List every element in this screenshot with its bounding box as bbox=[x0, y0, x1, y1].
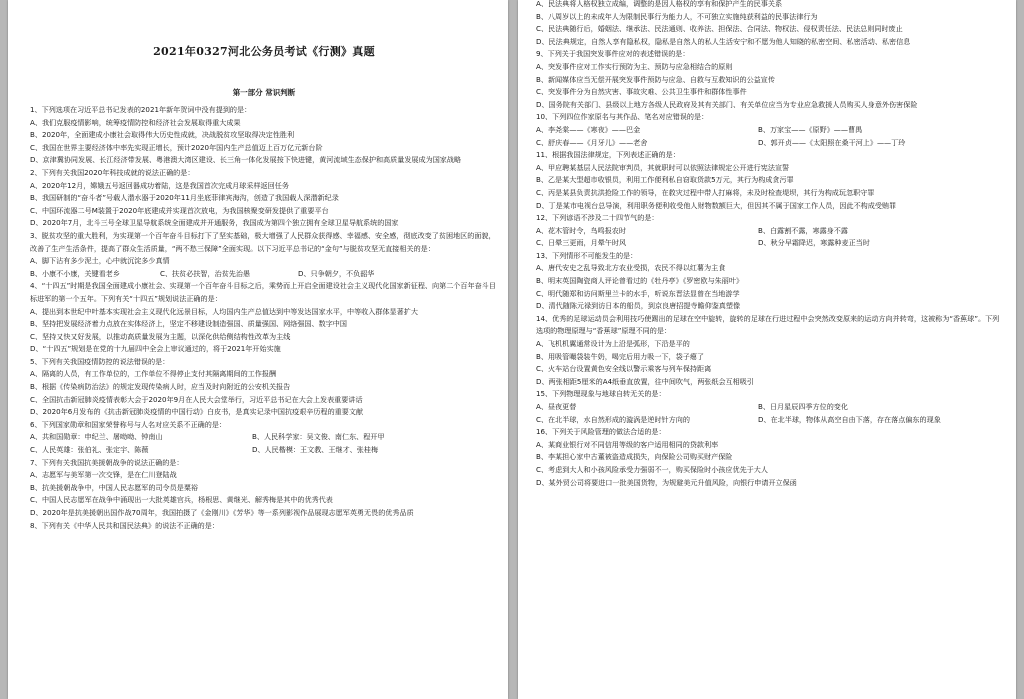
option: A、花木管时令，鸟鸣报农时 bbox=[536, 225, 626, 235]
text-line: D、某外贸公司将要进口一批美国货物，为规避美元升值风险，向银行申请开立保函 bbox=[536, 477, 797, 487]
section-heading: 第一部分 常识判断 bbox=[232, 88, 296, 97]
option: B、白露割不露，寒露身不露 bbox=[758, 225, 848, 235]
option: D、秋分早霜降迟，寒露种麦正当时 bbox=[758, 238, 870, 248]
text-line: A、提出到本世纪中叶基本实现社会主义现代化远景目标，人均国内生产总值达到中等发达国家水平，中等收入群体显著扩大 bbox=[30, 306, 418, 316]
option: B、万家宝——《原野》——曹禺 bbox=[758, 124, 863, 134]
text-line: B、明末英国陶瓷商人评论曾看过的《牡丹亭》《罗密欧与朱丽叶》 bbox=[536, 276, 744, 286]
text-line: C、火车站台设置黄色安全线以警示乘客与列车保持距离 bbox=[536, 364, 712, 374]
option: C、人民英雄：张伯礼、张定宇、陈薇 bbox=[30, 445, 149, 455]
text-line: D、2020年是抗美援朝出国作战70周年，我国拍摄了《金刚川》《芳华》等一系列影视作品展现志愿军英勇无畏的优秀品质 bbox=[30, 508, 414, 517]
text-line: 14、优秀的足球运动员会利用技巧使踢出的足球在空中旋转，旋转的足球在行进过程中会突然改变原来的运动方向并转弯，这被称为“香蕉球”。下列选项的物理原理与“香蕉球”原理不同的是： bbox=[536, 313, 1000, 336]
text-line: D、2020年7月，北斗三号全球卫星导航系统全面建成并开通服务，我国成为第四个独立拥有全球卫星导航系统的国家 bbox=[30, 218, 399, 228]
option: A、共和国勋章：申纪兰、屠呦呦、钟南山 bbox=[30, 432, 163, 442]
text-line: 2、下列有关我国2020年科技成就的说法正确的是： bbox=[30, 167, 195, 177]
text-line: B、八周岁以上的未成年人为限制民事行为能力人，不可独立实施纯获利益的民事法律行为 bbox=[536, 11, 818, 21]
text-line: C、中国环流器二号M装置于2020年底建成并实现首次放电，为我国核聚变研发提供了重要平台 bbox=[30, 205, 329, 215]
options-row bbox=[536, 225, 1002, 238]
text-line: D、“十四五”规划是在党的十九届四中全会上审议通过的，将于2021年开始实施 bbox=[30, 344, 281, 354]
text-line: 16、下列关于风险管理的做法合适的是： bbox=[536, 427, 666, 437]
option: B、人民科学家：吴文俊、南仁东、程开甲 bbox=[252, 432, 385, 442]
text-line: C、考虑到大人和小孩风险承受力强弱不一，购买保险时小孩应优先于大人 bbox=[536, 464, 768, 474]
text-line: 1、下列选项在习近平总书记发表的2021年新年贺词中没有提到的是： bbox=[30, 105, 252, 114]
text-line: B、根据《传染病防治法》的规定发现传染病人时，应当及时向附近的公安机关报告 bbox=[30, 382, 291, 392]
options-row bbox=[30, 444, 498, 457]
text-line: 12、下列谚语不涉及二十四节气的是： bbox=[536, 213, 659, 223]
text-line: C、坚持又快又好发展，以推动高质量发展为主题，以深化供给侧结构性改革为主线 bbox=[30, 331, 291, 341]
text-line: C、丙是某县负责抗洪抢险工作的领导，在救灾过程中带人打麻将，未及时检查堤坝，其行为构成玩忽职守罪 bbox=[536, 187, 875, 197]
options-row bbox=[536, 124, 1002, 137]
text-line: B、李某担心家中古董被盗造成损失，向保险公司购买财产保险 bbox=[536, 452, 733, 462]
text-line: B、抗美援朝战争中，中国人民志愿军的司令员是粟裕 bbox=[30, 482, 199, 492]
text-line: 8、下列有关《中华人民共和国民法典》的说法不正确的是： bbox=[30, 520, 219, 530]
options-row bbox=[536, 137, 1002, 150]
text-line: C、明代随郑和访问斯里兰卡的水手，听说东晋法显曾在当地游学 bbox=[536, 288, 740, 298]
text-line: 9、下列关于我国突发事件应对的表述错误的是： bbox=[536, 49, 690, 59]
text-line: 5、下列有关我国疫情防控的说法错误的是： bbox=[30, 356, 170, 366]
option: C、舒庆春——《月牙儿》——老舍 bbox=[536, 137, 648, 147]
text-line: 7、下列有关我国抗美援朝战争的说法正确的是： bbox=[30, 457, 184, 467]
text-line: C、我国在世界主要经济体中率先实现正增长，预计2020年国内生产总值迈上百万亿元新台阶 bbox=[30, 142, 323, 152]
option: C、扶贫必扶智，治贫先治愚 bbox=[160, 268, 251, 278]
text-line: B、新闻媒体应当无偿开展突发事件预防与应急、自救与互救知识的公益宣传 bbox=[536, 74, 775, 84]
option: B、日月星辰四季方位的变化 bbox=[758, 402, 848, 411]
text-line: B、乙是某大型超市收银员，利用工作便利私自窃取货款5万元，其行为构成贪污罪 bbox=[536, 175, 794, 185]
text-line: D、丁是某市电视台总导演，利用职务便利收受他人财物数额巨大，但因其不属于国家工作人员，因此不构成受贿罪 bbox=[536, 200, 897, 210]
text-line: A、民法典将人格权独立成编，调整的是因人格权的享有和保护产生的民事关系 bbox=[536, 0, 783, 8]
option: D、郭开贞——《太阳照在桑干河上》——丁玲 bbox=[758, 137, 906, 147]
text-line: B、用吸管嘬袋装牛奶，喝完后用力吸一下，袋子瘪了 bbox=[536, 351, 705, 361]
text-line: B、坚持把发展经济着力点放在实体经济上，坚定不移建设制造强国、质量强国、网络强国、数字中国 bbox=[30, 319, 347, 329]
document-page-left bbox=[8, 0, 508, 699]
text-line: C、民法典随行后，婚姻法、继承法、民法通则、收养法、担保法、合同法、物权法、侵权责任法、民法总则同时废止 bbox=[536, 24, 903, 34]
text-line: A、志愿军与美军第一次交锋，是在仁川登陆战 bbox=[30, 470, 177, 480]
options-row bbox=[30, 268, 498, 281]
text-line: A、某商业银行对不同信用等级的客户适用相同的贷款利率 bbox=[536, 439, 719, 449]
text-line: A、唐代安史之乱导致北方农业受损，农民不得以红薯为主食 bbox=[536, 263, 726, 273]
text-line: A、脚下沾有多少泥土，心中就沉淀多少真情 bbox=[30, 256, 170, 266]
option: D、人民楷模：王文教、王继才、张桂梅 bbox=[252, 445, 379, 455]
text-line: 11、根据我国法律规定，下列表述正确的是： bbox=[536, 150, 680, 160]
text-line: B、我国研制的“奋斗者”号载人潜水器于2020年11月坐底菲律宾海沟，创造了我国载人深潜新纪录 bbox=[30, 193, 339, 203]
text-line: 10、下列四位作家原名与其作品、笔名对应错误的是： bbox=[536, 112, 709, 122]
text-line: A、隔离的人员，有工作单位的，工作单位不得停止支付其隔离期间的工作报酬 bbox=[30, 369, 277, 379]
text-line: C、突发事件分为自然灾害、事故灾难、公共卫生事件和群体性事件 bbox=[536, 87, 747, 97]
document-page-right bbox=[518, 0, 1016, 699]
exam-title: 2021年0327河北公务员考试《行测》真题 bbox=[153, 45, 375, 58]
text-line: D、民法典规定，自然人享有隐私权，隐私是自然人的私人生活安宁和不愿为他人知晓的私密空间、私密活动、私密信息 bbox=[536, 36, 911, 46]
text-line: D、两张相距5厘米的A4纸垂直放置，往中间吹气，两张纸会互相吸引 bbox=[536, 376, 754, 386]
text-line: 6、下列国家勋章和国家荣誉称号与人名对应关系不正确的是： bbox=[30, 419, 227, 429]
text-line: A、甲应聘某基层人民法院审判员，其就职时可以依照法律规定公开进行宪法宣誓 bbox=[536, 162, 790, 172]
options-row bbox=[536, 401, 1002, 414]
option: C、日晕三更雨，月晕午时风 bbox=[536, 238, 627, 248]
option: A、李尧棠——《寒夜》——巴金 bbox=[536, 124, 641, 134]
text-line: B、2020年，全面建成小康社会取得伟大历史性成就，决战脱贫攻坚取得决定性胜利 bbox=[30, 130, 295, 140]
text-line: D、京津冀协同发展、长江经济带发展、粤港澳大湾区建设、长三角一体化发展按下快进键，黄河流域生态保护和高质量发展成为国家战略 bbox=[30, 155, 462, 165]
options-row bbox=[536, 237, 1002, 250]
option: B、小康不小康，关键看老乡 bbox=[30, 268, 120, 278]
text-line: A、2020年12月，嫦娥五号返回器成功着陆，这是我国首次完成月球采样返回任务 bbox=[30, 180, 289, 190]
option: A、昼夜更替 bbox=[536, 402, 577, 411]
text-line: D、清代随陈元禄到访日本的船员，到京良唐招提寺瞻仰鉴真塑像 bbox=[536, 301, 741, 311]
text-line: A、我们克服疫情影响，统筹疫情防控和经济社会发展取得重大成果 bbox=[30, 117, 241, 127]
text-line: D、国务院有关部门、县级以上地方各级人民政府及其有关部门、有关单位应当为专业应急救援人员购买人身意外伤害保险 bbox=[536, 99, 918, 109]
options-row bbox=[536, 414, 1002, 427]
text-line: A、突发事件应对工作实行预防为主、预防与应急相结合的原则 bbox=[536, 61, 733, 71]
text-line: A、飞机机翼通常设计为上沿是弧形，下沿是平的 bbox=[536, 339, 690, 349]
text-line: C、中国人民志愿军在战争中涌现出一大批英雄官兵，杨根思、黄继光、解秀梅是其中的优秀代表 bbox=[30, 495, 333, 505]
option: D、在北半球，物体从高空自由下落，存在落点偏东的现象 bbox=[758, 414, 941, 424]
option: D、只争朝夕，不负韶华 bbox=[298, 268, 375, 278]
text-line: 4、“十四五”时期是我国全面建成小康社会、实现第一个百年奋斗目标之后，乘势而上开启全面建设社会主义现代化国家新征程、向第二个百年奋斗目标进军的第一个五年。下列有关“十四五”规划说法正确的是： bbox=[30, 281, 496, 303]
text-line: D、2020年6月发布的《抗击新冠肺炎疫情的中国行动》白皮书，是真实记录中国抗疫艰辛历程的重要文献 bbox=[30, 407, 364, 417]
text-line: 15、下列物理现象与地球自转无关的是： bbox=[536, 389, 666, 399]
options-row bbox=[30, 431, 498, 444]
text-line: 13、下列情形不可能发生的是： bbox=[536, 250, 638, 260]
text-line: C、全国抗击新冠肺炎疫情表彰大会于2020年9月在人民大会堂举行，习近平总书记在大会上发表重要讲话 bbox=[30, 394, 363, 404]
text-line: 3、脱贫攻坚的重大胜利，为实现第一个百年奋斗目标打下了坚实基础，极大增强了人民群众获得感、幸福感、安全感，彻底改变了贫困地区的面貌，改善了生产生活条件，提高了群众生活质量，“两不愁三保障”全面实现。以下习近平总书记的“金句”与脱贫攻坚无直接相关的是： bbox=[30, 230, 496, 253]
option: C、在北半球，水自然形成的漩涡是逆时针方向的 bbox=[536, 414, 690, 424]
